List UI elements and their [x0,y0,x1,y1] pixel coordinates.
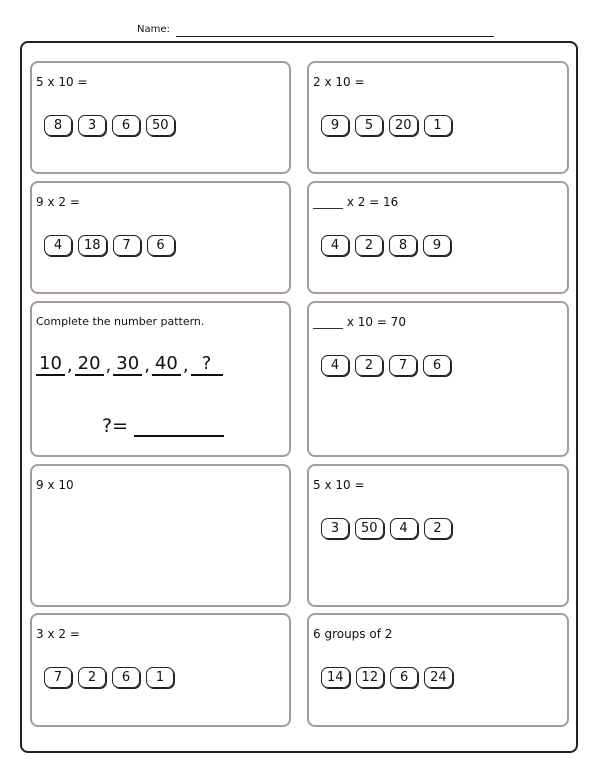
answer-line[interactable] [134,415,224,437]
answer-option[interactable]: 1 [146,667,174,688]
name-label: Name: [137,24,170,35]
answer-option[interactable]: 2 [355,235,383,256]
answer-option[interactable]: 9 [321,115,349,136]
name-field[interactable] [176,36,494,37]
answer-option[interactable]: 7 [389,355,417,376]
question-text: Complete the number pattern. [36,315,205,328]
answer-option[interactable]: 2 [424,518,452,539]
question-card-7 [30,464,291,607]
answer-option[interactable]: 8 [389,235,417,256]
pattern-answer [102,415,224,437]
question-card-4 [307,181,569,294]
answer-option[interactable]: 7 [113,235,141,256]
answer-option[interactable]: 20 [389,115,418,136]
answer-option[interactable]: 50 [355,518,384,539]
answer-option[interactable]: 3 [321,518,349,539]
answer-option[interactable]: 8 [44,115,72,136]
answer-option[interactable]: 5 [355,115,383,136]
question-text: 2 x 10 = [313,75,365,89]
question-text: 9 x 10 [36,478,74,492]
question-text: _____ x 10 = 70 [313,315,406,329]
question-card-6 [307,301,569,457]
answer-option[interactable]: 18 [78,235,107,256]
question-text: 3 x 2 = [36,627,80,641]
question-card-3 [30,181,291,294]
question-card-2 [307,61,569,174]
answer-option[interactable]: 4 [44,235,72,256]
question-card-5 [30,301,291,457]
pattern-value: 10 [36,353,65,376]
question-card-10 [307,613,569,727]
question-card-9 [30,613,291,727]
answer-option[interactable]: 2 [355,355,383,376]
answer-option[interactable]: 14 [321,667,350,688]
answer-option[interactable]: 7 [44,667,72,688]
answer-label: ?= [102,415,129,437]
answer-option[interactable]: 6 [390,667,418,688]
question-text: 9 x 2 = [36,195,80,209]
number-pattern: 10 , 20 , 30 , 40 , ? [36,353,223,376]
answer-option[interactable]: 1 [424,115,452,136]
answer-option[interactable]: 9 [423,235,451,256]
question-text: 5 x 10 = [313,478,365,492]
answer-option[interactable]: 24 [424,667,453,688]
answer-option[interactable]: 6 [112,115,140,136]
answer-option[interactable]: 50 [146,115,175,136]
question-card-8 [307,464,569,607]
question-text: _____ x 2 = 16 [313,195,399,209]
answer-option[interactable]: 2 [78,667,106,688]
answer-option[interactable]: 6 [423,355,451,376]
pattern-value: 20 [75,353,104,376]
answer-option[interactable]: 6 [147,235,175,256]
question-text: 5 x 10 = [36,75,88,89]
pattern-value: 40 [152,353,181,376]
question-text: 6 groups of 2 [313,627,393,641]
answer-option[interactable]: 4 [321,355,349,376]
question-card-1 [30,61,291,174]
answer-option[interactable]: 12 [356,667,385,688]
answer-option[interactable]: 3 [78,115,106,136]
answer-option[interactable]: 6 [112,667,140,688]
answer-option[interactable]: 4 [321,235,349,256]
pattern-value: ? [191,353,223,376]
answer-option[interactable]: 4 [390,518,418,539]
pattern-value: 30 [113,353,142,376]
